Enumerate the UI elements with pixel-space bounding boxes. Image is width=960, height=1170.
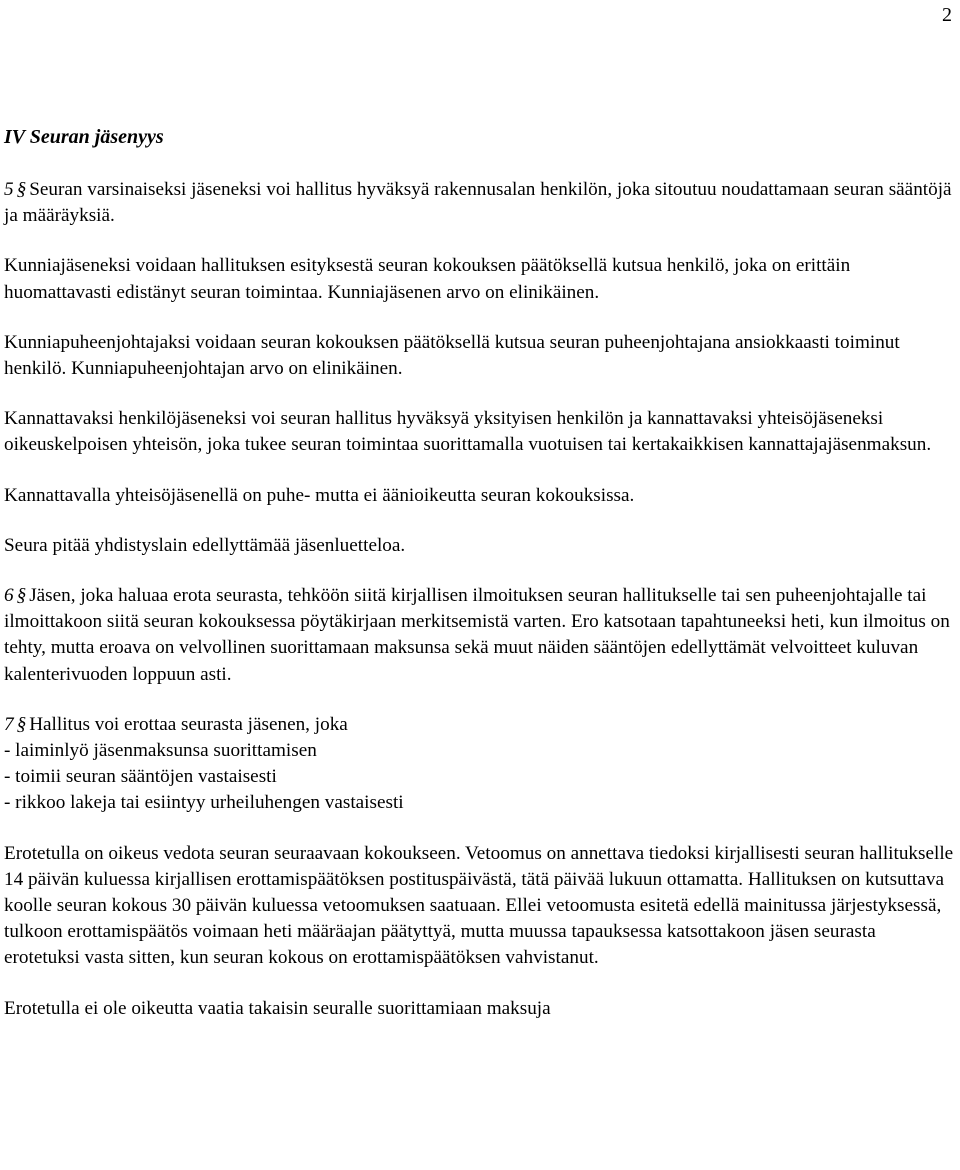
supporting-member-paragraph: Kannattavaksi henkilöjäseneksi voi seuran hallitus hyväksyä yksityisen henkilön ja kannattavaksi yhteisöjäseneksi oikeuskelpoisen yhteisön, joka tukee seuran toimintaa suorittamalla vuotuisen tai kertakaikkisen kannattajajäsenmaksun. — [4, 408, 932, 456]
section-sign-icon: § — [16, 713, 27, 735]
paragraph-text: Hallitus voi erottaa seurasta jäsenen, joka — [29, 713, 348, 735]
paragraph-6 — [4, 583, 954, 688]
document-body — [4, 122, 954, 1046]
appeal-paragraph: Erotetulla on oikeus vedota seuran seuraavaan kokoukseen. Vetoomus on annettava tiedoksi kirjallisesti seuran hallitukselle 14 päivän kuluessa kirjallisen erottamispäätöksen postituspäivästä, tätä päivää lukuun ottamatta. Hallituksen on kutsuttava koolle seuran kokous 30 päivän kuluessa vetoomuksen saatuaan. Ellei vetoomusta esitetä edellä mainitussa järjestyksessä, tulkoon erottamispäätös voimaan heti määräajan päätyttyä, mutta muussa tapauksessa katsottakoon jäsen seurasta erotetuksi vasta sitten, kun seuran kokous on erottamispäätöksen vahvistanut. — [4, 842, 954, 969]
honorary-member-paragraph: Kunniajäseneksi voidaan hallituksen esityksestä seuran kokouksen päätöksellä kutsua henkilö, joka on erittäin huomattavasti edistänyt seuran toimintaa. Kunniajäsenen arvo on elinikäinen. — [4, 255, 851, 303]
no-refund-paragraph: Erotetulla ei ole oikeutta vaatia takaisin seuralle suorittamiaan maksuja — [4, 997, 551, 1019]
paragraph-text: Jäsen, joka haluaa erota seurasta, tehköön siitä kirjallisen ilmoituksen seuran hallitukselle tai sen puheenjohtajalle tai ilmoittakoon siitä seuran kokouksessa pöytäkirjaan merkitsemistä varten. Ero katsotaan tapahtuneeksi heti, kun ilmoitus on tehty, mutta eroava on velvollinen suorittamaan maksunsa sekä muut näiden sääntöjen edellyttämät velvoitteet kuluvan kalenterivuoden loppuun asti. — [4, 585, 950, 685]
paragraph-number: 6 — [4, 585, 14, 607]
member-register-paragraph: Seura pitää yhdistyslain edellyttämää jäsenluetteloa. — [4, 534, 406, 556]
honorary-chair-paragraph: Kunniapuheenjohtajaksi voidaan seuran kokouksen päätöksellä kutsua seuran puheenjohtajana ansiokkaasti toiminut henkilö. Kunniapuheenjohtajan arvo on elinikäinen. — [4, 331, 900, 380]
supporting-rights-paragraph: Kannattavalla yhteisöjäsenellä on puhe- mutta ei äänioikeutta seuran kokouksissa. — [4, 484, 635, 506]
list-item: - laiminlyö jäsenmaksunsa suorittamisen — [4, 740, 317, 762]
paragraph-5 — [4, 177, 954, 229]
section-sign-icon: § — [16, 585, 27, 607]
paragraph-number: 5 — [4, 179, 14, 200]
paragraph-text: Seuran varsinaiseksi jäseneksi voi hallitus hyväksyä rakennusalan henkilön, joka sitoutuu noudattamaan seuran sääntöjä ja määräyksiä. — [4, 179, 952, 227]
list-item: - rikkoo lakeja tai esiintyy urheiluhengen vastaisesti — [4, 792, 404, 814]
paragraph-number: 7 — [4, 713, 14, 735]
list-item: - toimii seuran sääntöjen vastaisesti — [4, 766, 277, 788]
page-number: 2 — [942, 4, 952, 26]
section-heading: IV Seuran jäsenyys — [4, 126, 164, 148]
section-sign-icon: § — [16, 179, 27, 200]
paragraph-7 — [4, 712, 954, 817]
